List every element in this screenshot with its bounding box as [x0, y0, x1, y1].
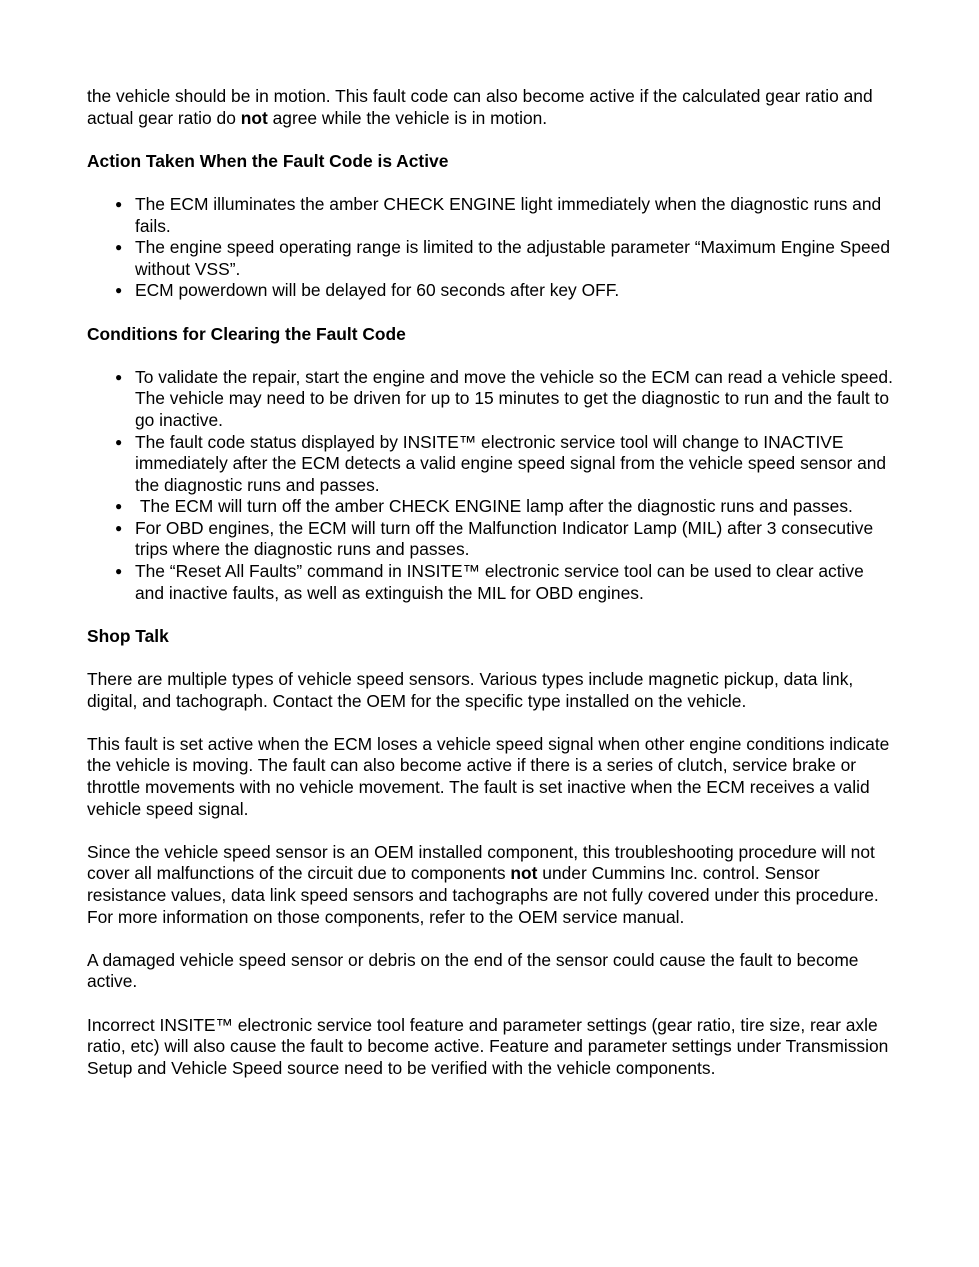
bullet-icon: ● [115, 564, 123, 579]
intro-text-end: agree while the vehicle is in motion. [267, 107, 548, 128]
list-item [87, 280, 897, 302]
bullet-icon: ● [115, 369, 123, 384]
list-item-text: The fault code status displayed by INSITE™ electronic service tool will change to INACTIVE immediately after the ECM detects a valid engine speed signal from the vehicle speed sensor and the diagnostic runs and passes. [135, 431, 887, 495]
shop-talk-paragraph-5: Incorrect INSITE™ electronic service tool feature and parameter settings (gear ratio, tire size, rear axle ratio, etc) will also cause the fault to become active. Feature and parameter settings under Transmission Setup and Vehicle Speed source need to be verified with the vehicle components. [87, 1014, 889, 1078]
list-item-text: To validate the repair, start the engine and move the vehicle so the ECM can read a vehicle speed. The vehicle may need to be driven for up to 15 minutes to get the diagnostic to run and the fault to go inactive. [135, 366, 893, 430]
list-item [87, 432, 897, 497]
bullet-icon: ● [115, 434, 123, 449]
list-item [87, 194, 897, 237]
shop-talk-heading: Shop Talk [87, 625, 169, 646]
list-item-text: The ECM will turn off the amber CHECK ENGINE lamp after the diagnostic runs and passes. [135, 496, 853, 517]
document-page [87, 86, 897, 1101]
intro-text-start: the vehicle should be in motion. This fault code can also become active if the calculated gear ratio and actual gear ratio do [87, 86, 873, 128]
list-item-text: ECM powerdown will be delayed for 60 seconds after key OFF. [135, 280, 620, 301]
shop-talk-paragraph-2: This fault is set active when the ECM loses a vehicle speed signal when other engine conditions indicate the vehicle is moving. The fault can also become active if there is a series of clutch, service brake or throttle movements with no vehicle movement. The fault is set inactive when the ECM receives a valid vehicle speed signal. [87, 733, 890, 819]
list-item-text: The ECM illuminates the amber CHECK ENGINE light immediately when the diagnostic runs and fails. [135, 193, 882, 236]
bullet-icon: ● [115, 520, 123, 535]
list-item-text: For OBD engines, the ECM will turn off the Malfunction Indicator Lamp (MIL) after 3 consecutive trips where the diagnostic runs and passes. [135, 517, 874, 560]
action-list [87, 194, 897, 302]
bullet-icon: ● [115, 240, 123, 255]
paragraph-text-start: Since the vehicle speed sensor is an OEM installed component, this troubleshooting procedure will not cover all malfunctions of the circuit due to components [87, 841, 875, 884]
action-heading: Action Taken When the Fault Code is Active [87, 150, 449, 171]
paragraph-bold-not: not [510, 863, 538, 884]
list-item-text: The “Reset All Faults” command in INSITE™ electronic service tool can be used to clear active and inactive faults, as well as extinguish the MIL for OBD engines. [135, 561, 864, 603]
shop-talk-paragraph-3 [87, 842, 897, 928]
shop-talk-paragraph-4: A damaged vehicle speed sensor or debris on the end of the sensor could cause the fault to become active. [87, 949, 859, 992]
intro-bold-not: not [240, 107, 268, 128]
list-item [87, 518, 897, 561]
bullet-icon: ● [115, 283, 123, 298]
bullet-icon: ● [115, 196, 123, 211]
shop-talk-paragraph-1: There are multiple types of vehicle speed sensors. Various types include magnetic pickup, data link, digital, and tachograph. Contact the OEM for the specific type installed on the vehicle. [87, 669, 854, 711]
bullet-icon: ● [115, 499, 123, 514]
list-item [87, 496, 897, 518]
list-item-text: The engine speed operating range is limited to the adjustable parameter “Maximum Engine Speed without VSS”. [135, 237, 891, 279]
paragraph-text-end: under Cummins Inc. control. Sensor resistance values, data link speed sensors and tachographs are not fully covered under this procedure. For more information on those components, refer to the OEM service manual. [87, 863, 879, 927]
list-item [87, 237, 897, 280]
clearing-heading: Conditions for Clearing the Fault Code [87, 323, 406, 344]
clearing-list [87, 367, 897, 605]
list-item [87, 367, 897, 432]
intro-paragraph [87, 86, 897, 129]
list-item [87, 561, 897, 604]
